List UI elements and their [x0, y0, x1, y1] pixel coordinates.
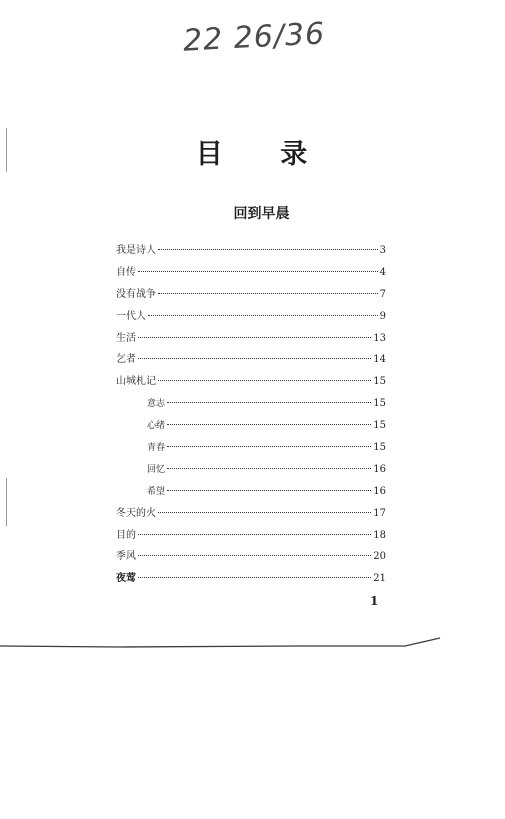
toc-subentry [116, 459, 386, 481]
dot-leader [167, 424, 371, 425]
toc-entry-page: 16 [373, 485, 386, 497]
toc-entry-title: 青春 [147, 443, 166, 454]
toc-entry-title: 冬天的火 [116, 507, 156, 519]
toc-entry-page: 16 [373, 463, 386, 475]
toc-subentry [116, 481, 386, 503]
dot-leader [158, 293, 378, 294]
toc-entry-page: 15 [373, 376, 386, 388]
toc-entry-page: 18 [373, 529, 386, 541]
toc-entry [116, 525, 386, 547]
toc-entry-title: 乞者 [116, 354, 136, 366]
toc-entry-page: 15 [373, 398, 386, 410]
toc-entry [116, 371, 386, 393]
toc-entry-page: 21 [373, 573, 386, 585]
dot-leader [167, 446, 371, 447]
toc-entry-page: 14 [373, 354, 386, 366]
toc-subentry [116, 437, 386, 459]
toc-entry-page: 9 [379, 310, 386, 322]
toc-entry [116, 240, 386, 262]
toc-entry-title: 生活 [116, 332, 136, 344]
toc-entry-title: 我是诗人 [116, 245, 156, 256]
toc-entry [116, 328, 386, 350]
dot-leader [138, 337, 371, 338]
toc-entry-page: 4 [379, 266, 386, 278]
toc-entry [116, 503, 386, 525]
toc-entry-page: 15 [373, 420, 386, 432]
page-number: 1 [370, 594, 379, 608]
dot-leader [167, 468, 371, 469]
toc-entry-title: 一代人 [116, 310, 146, 322]
table-of-contents [116, 240, 386, 590]
toc-entry-page: 20 [373, 551, 386, 563]
toc-entry-title: 心绪 [147, 421, 166, 432]
toc-entry [116, 546, 386, 568]
handwritten-annotation: 22 26/36 [182, 16, 326, 59]
dot-leader [158, 249, 378, 250]
toc-entry-title: 目的 [116, 529, 136, 541]
scan-page-edge-line [0, 630, 505, 660]
dot-leader [158, 380, 371, 381]
dot-leader [167, 402, 371, 403]
toc-entry-title: 山城札记 [116, 376, 156, 388]
dot-leader [167, 490, 371, 491]
toc-entry-page: 13 [373, 332, 386, 344]
toc-entry-title: 意志 [147, 399, 166, 410]
toc-entry-title: 没有战争 [116, 288, 156, 300]
toc-entry-page: 15 [373, 442, 386, 454]
toc-entry-title: 夜莺 [116, 573, 136, 585]
toc-entry [116, 306, 386, 328]
toc-entry [116, 262, 386, 284]
scan-edge-mark [6, 478, 7, 526]
dot-leader [138, 534, 371, 535]
toc-entry-title: 自传 [116, 266, 136, 278]
toc-entry [116, 349, 386, 371]
toc-entry [116, 568, 386, 590]
section-title: 回到早晨 [233, 206, 290, 222]
toc-entry-title: 希望 [147, 486, 166, 497]
dot-leader [148, 315, 378, 316]
toc-entry [116, 284, 386, 306]
toc-subentry [116, 415, 386, 437]
dot-leader [158, 512, 371, 513]
toc-subentry [116, 393, 386, 415]
dot-leader [138, 271, 378, 272]
toc-entry-page: 7 [379, 288, 386, 300]
dot-leader [138, 577, 371, 578]
toc-entry-page: 3 [379, 245, 386, 256]
toc-entry-title: 回忆 [147, 464, 166, 475]
dot-leader [138, 555, 371, 556]
toc-entry-title: 季风 [116, 551, 136, 563]
toc-entry-page: 17 [373, 507, 386, 519]
dot-leader [138, 358, 371, 359]
page-title: 目 录 [195, 139, 332, 170]
